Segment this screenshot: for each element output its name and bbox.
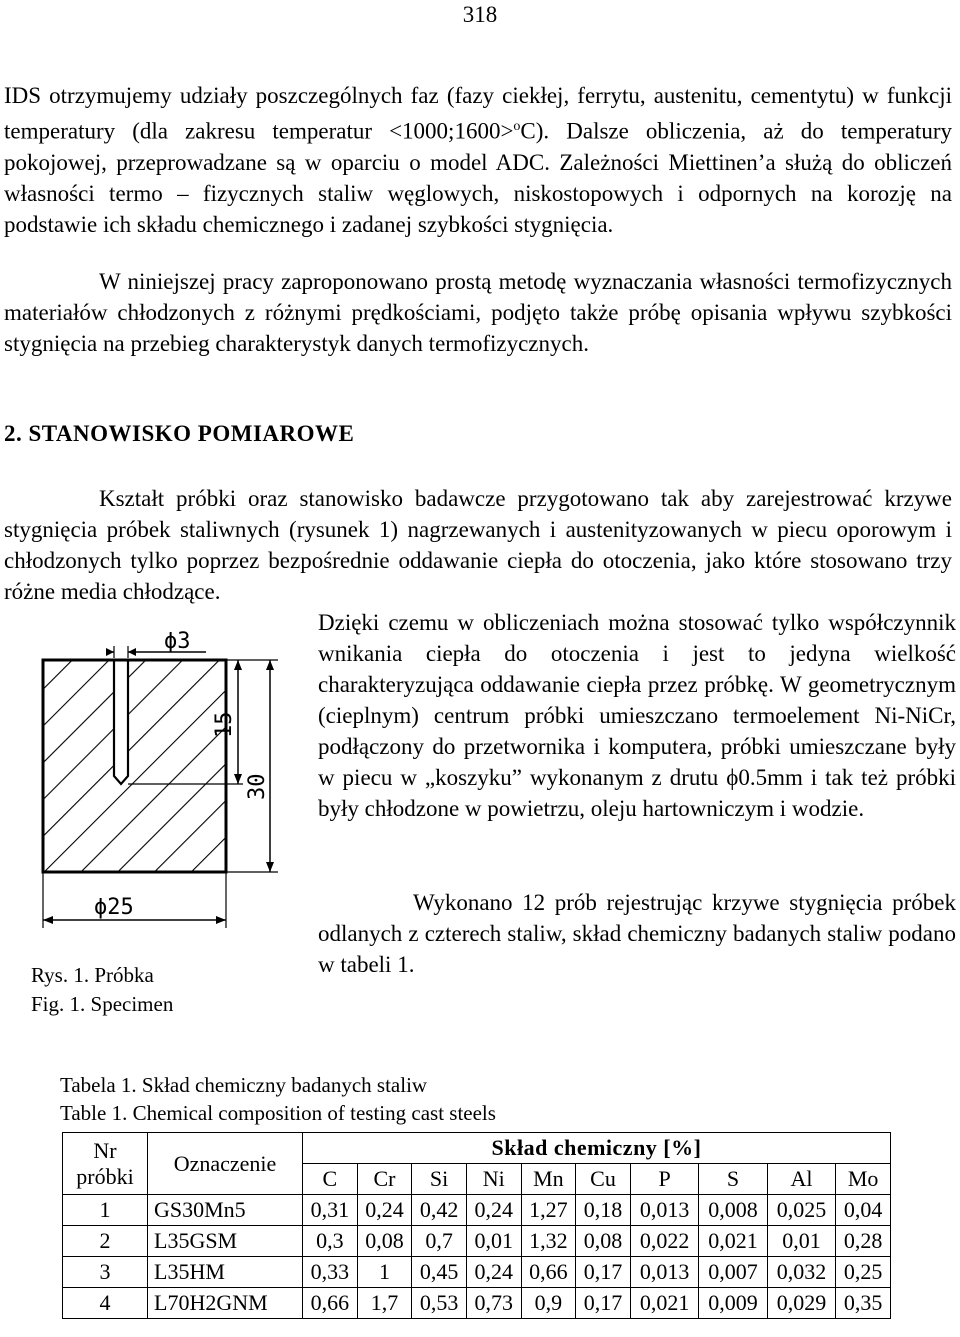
paragraph-tests: Wykonano 12 prób rejestrując krzywe stygnięcia próbek odlanych z czterech staliw, skład chemiczny badanych staliw podano w tabeli 1. [318,890,956,977]
header-element: P [630,1164,698,1195]
cell-value: 0,021 [699,1226,767,1257]
table-row [63,1288,891,1319]
header-designation: Oznaczenie [148,1133,303,1195]
paragraph-specimen: Kształt próbki oraz stanowisko badawcze przygotowano tak aby zarejestrować krzywe stygnięcia próbek staliwnych (rysunek 1) nagrzewanych i austenityzowanych w piecu oporowym i chłodzonych tylko poprzez bezpośrednie oddawanie ciepła do otoczenia, jako które stosowano trzy różne media chłodzące. [4,486,952,604]
paragraph-intro [4,80,952,240]
cell-value: 0,18 [576,1195,631,1226]
cell-value: 0,08 [357,1226,412,1257]
cell-value: 0,013 [630,1257,698,1288]
table-row [63,1257,891,1288]
cell-value: 1,7 [357,1288,412,1319]
cell-designation: GS30Mn5 [148,1195,303,1226]
header-element: Mn [521,1164,576,1195]
cell-value: 0,24 [466,1257,521,1288]
cell-value: 0,032 [767,1257,835,1288]
header-element: Cu [576,1164,631,1195]
cell-value: 0,009 [699,1288,767,1319]
cell-value: 0,3 [303,1226,358,1257]
cell-value: 0,31 [303,1195,358,1226]
cell-value: 0,25 [836,1257,891,1288]
cell-value: 0,28 [836,1226,891,1257]
specimen-drawing [28,630,298,940]
header-element: Si [412,1164,467,1195]
section-heading: 2. STANOWISKO POMIAROWE [4,421,355,446]
cell-value: 0,42 [412,1195,467,1226]
cell-value: 1,32 [521,1226,576,1257]
cell-nr: 1 [63,1195,148,1226]
cell-value: 0,24 [357,1195,412,1226]
cell-nr: 2 [63,1226,148,1257]
composition-table [62,1132,891,1319]
cell-value: 0,022 [630,1226,698,1257]
table-caption-pl: Tabela 1. Skład chemiczny badanych staliw [60,1073,428,1097]
cell-value: 0,008 [699,1195,767,1226]
hole-diameter-label: ϕ3 [164,630,191,654]
cell-value: 0,17 [576,1288,631,1319]
figure-caption-pl: Rys. 1. Próbka [31,963,154,987]
header-element: Ni [466,1164,521,1195]
cell-designation: L70H2GNM [148,1288,303,1319]
cell-value: 0,35 [836,1288,891,1319]
header-element: Al [767,1164,835,1195]
paragraph-aim: W niniejszej pracy zaproponowano prostą metodę wyznaczania własności termofizycznych materiałów chłodzonych z różnymi prędkościami, podjęto także próbę opisania wpływu szybkości stygnięcia na przebieg charakterystyk danych termofizycznych. [4,269,952,356]
cell-designation: L35HM [148,1257,303,1288]
paragraph-intro-text: IDS otrzymujemy udziały poszczególnych faz (fazy ciekłej, ferrytu, austenitu, cementytu) w funkcji temperatury (dla zakresu temperatur <1000;1600> [4,83,952,144]
cell-value: 0,24 [466,1195,521,1226]
table-row [63,1226,891,1257]
page-number: 318 [462,2,498,27]
cell-value: 1 [357,1257,412,1288]
cell-value: 0,04 [836,1195,891,1226]
height-label: 30 [245,773,270,800]
degree-superscript: o [513,119,521,134]
specimen-hatching [43,660,226,872]
cell-designation: L35GSM [148,1226,303,1257]
cell-nr: 4 [63,1288,148,1319]
figure-caption-en: Fig. 1. Specimen [31,992,174,1016]
cell-value: 0,01 [466,1226,521,1257]
cell-value: 0,029 [767,1288,835,1319]
header-element: Cr [357,1164,412,1195]
header-element: S [699,1164,767,1195]
paragraph-method: Dzięki czemu w obliczeniach można stosować tylko współczynnik wnikania ciepła do otoczenia i jest to jedyna wielkość charakteryzująca oddawanie ciepła przez próbkę. W geometrycznym (cieplnym) centrum próbki umieszczano termoelement Ni-NiCr, podłączony do przetwornika i komputera, próbki umieszczane były w piecu w „koszyku” wykonanym z drutu ϕ0.5mm i tak też próbki były chłodzone w powietrzu, oleju hartowniczym i wodzie. [318,610,956,821]
depth-label: 15 [212,711,237,738]
thermocouple-hole [114,658,128,783]
header-element: C [303,1164,358,1195]
cell-value: 0,025 [767,1195,835,1226]
cell-value: 0,73 [466,1288,521,1319]
cell-value: 1,27 [521,1195,576,1226]
cell-value: 0,013 [630,1195,698,1226]
cell-value: 0,66 [303,1288,358,1319]
cell-nr: 3 [63,1257,148,1288]
paragraph-intro-tail: C). Dalsze obliczenia, aż do temperatury pokojowej, przeprowadzane są w oparciu o model ADC. Zależności Miettinen’a służą do obliczeń własności termo – fizycznych staliw węglowych, niskostopowych i odpornych na korozję na podstawie ich składu chemicznego i zadanej szybkości stygnięcia. [4,118,952,237]
cell-value: 0,007 [699,1257,767,1288]
cell-value: 0,17 [576,1257,631,1288]
specimen-drawing-svg [28,630,298,940]
header-composition: Skład chemiczny [%] [303,1133,891,1164]
cell-value: 0,01 [767,1226,835,1257]
header-sample-number: Nr próbki [63,1133,148,1195]
table-caption-en: Table 1. Chemical composition of testing cast steels [60,1101,496,1125]
cell-value: 0,021 [630,1288,698,1319]
cell-value: 0,66 [521,1257,576,1288]
cell-value: 0,45 [412,1257,467,1288]
cell-value: 0,08 [576,1226,631,1257]
cell-value: 0,53 [412,1288,467,1319]
header-element: Mo [836,1164,891,1195]
table-row [63,1195,891,1226]
cell-value: 0,33 [303,1257,358,1288]
cell-value: 0,9 [521,1288,576,1319]
cell-value: 0,7 [412,1226,467,1257]
diameter-label: ϕ25 [94,895,134,920]
